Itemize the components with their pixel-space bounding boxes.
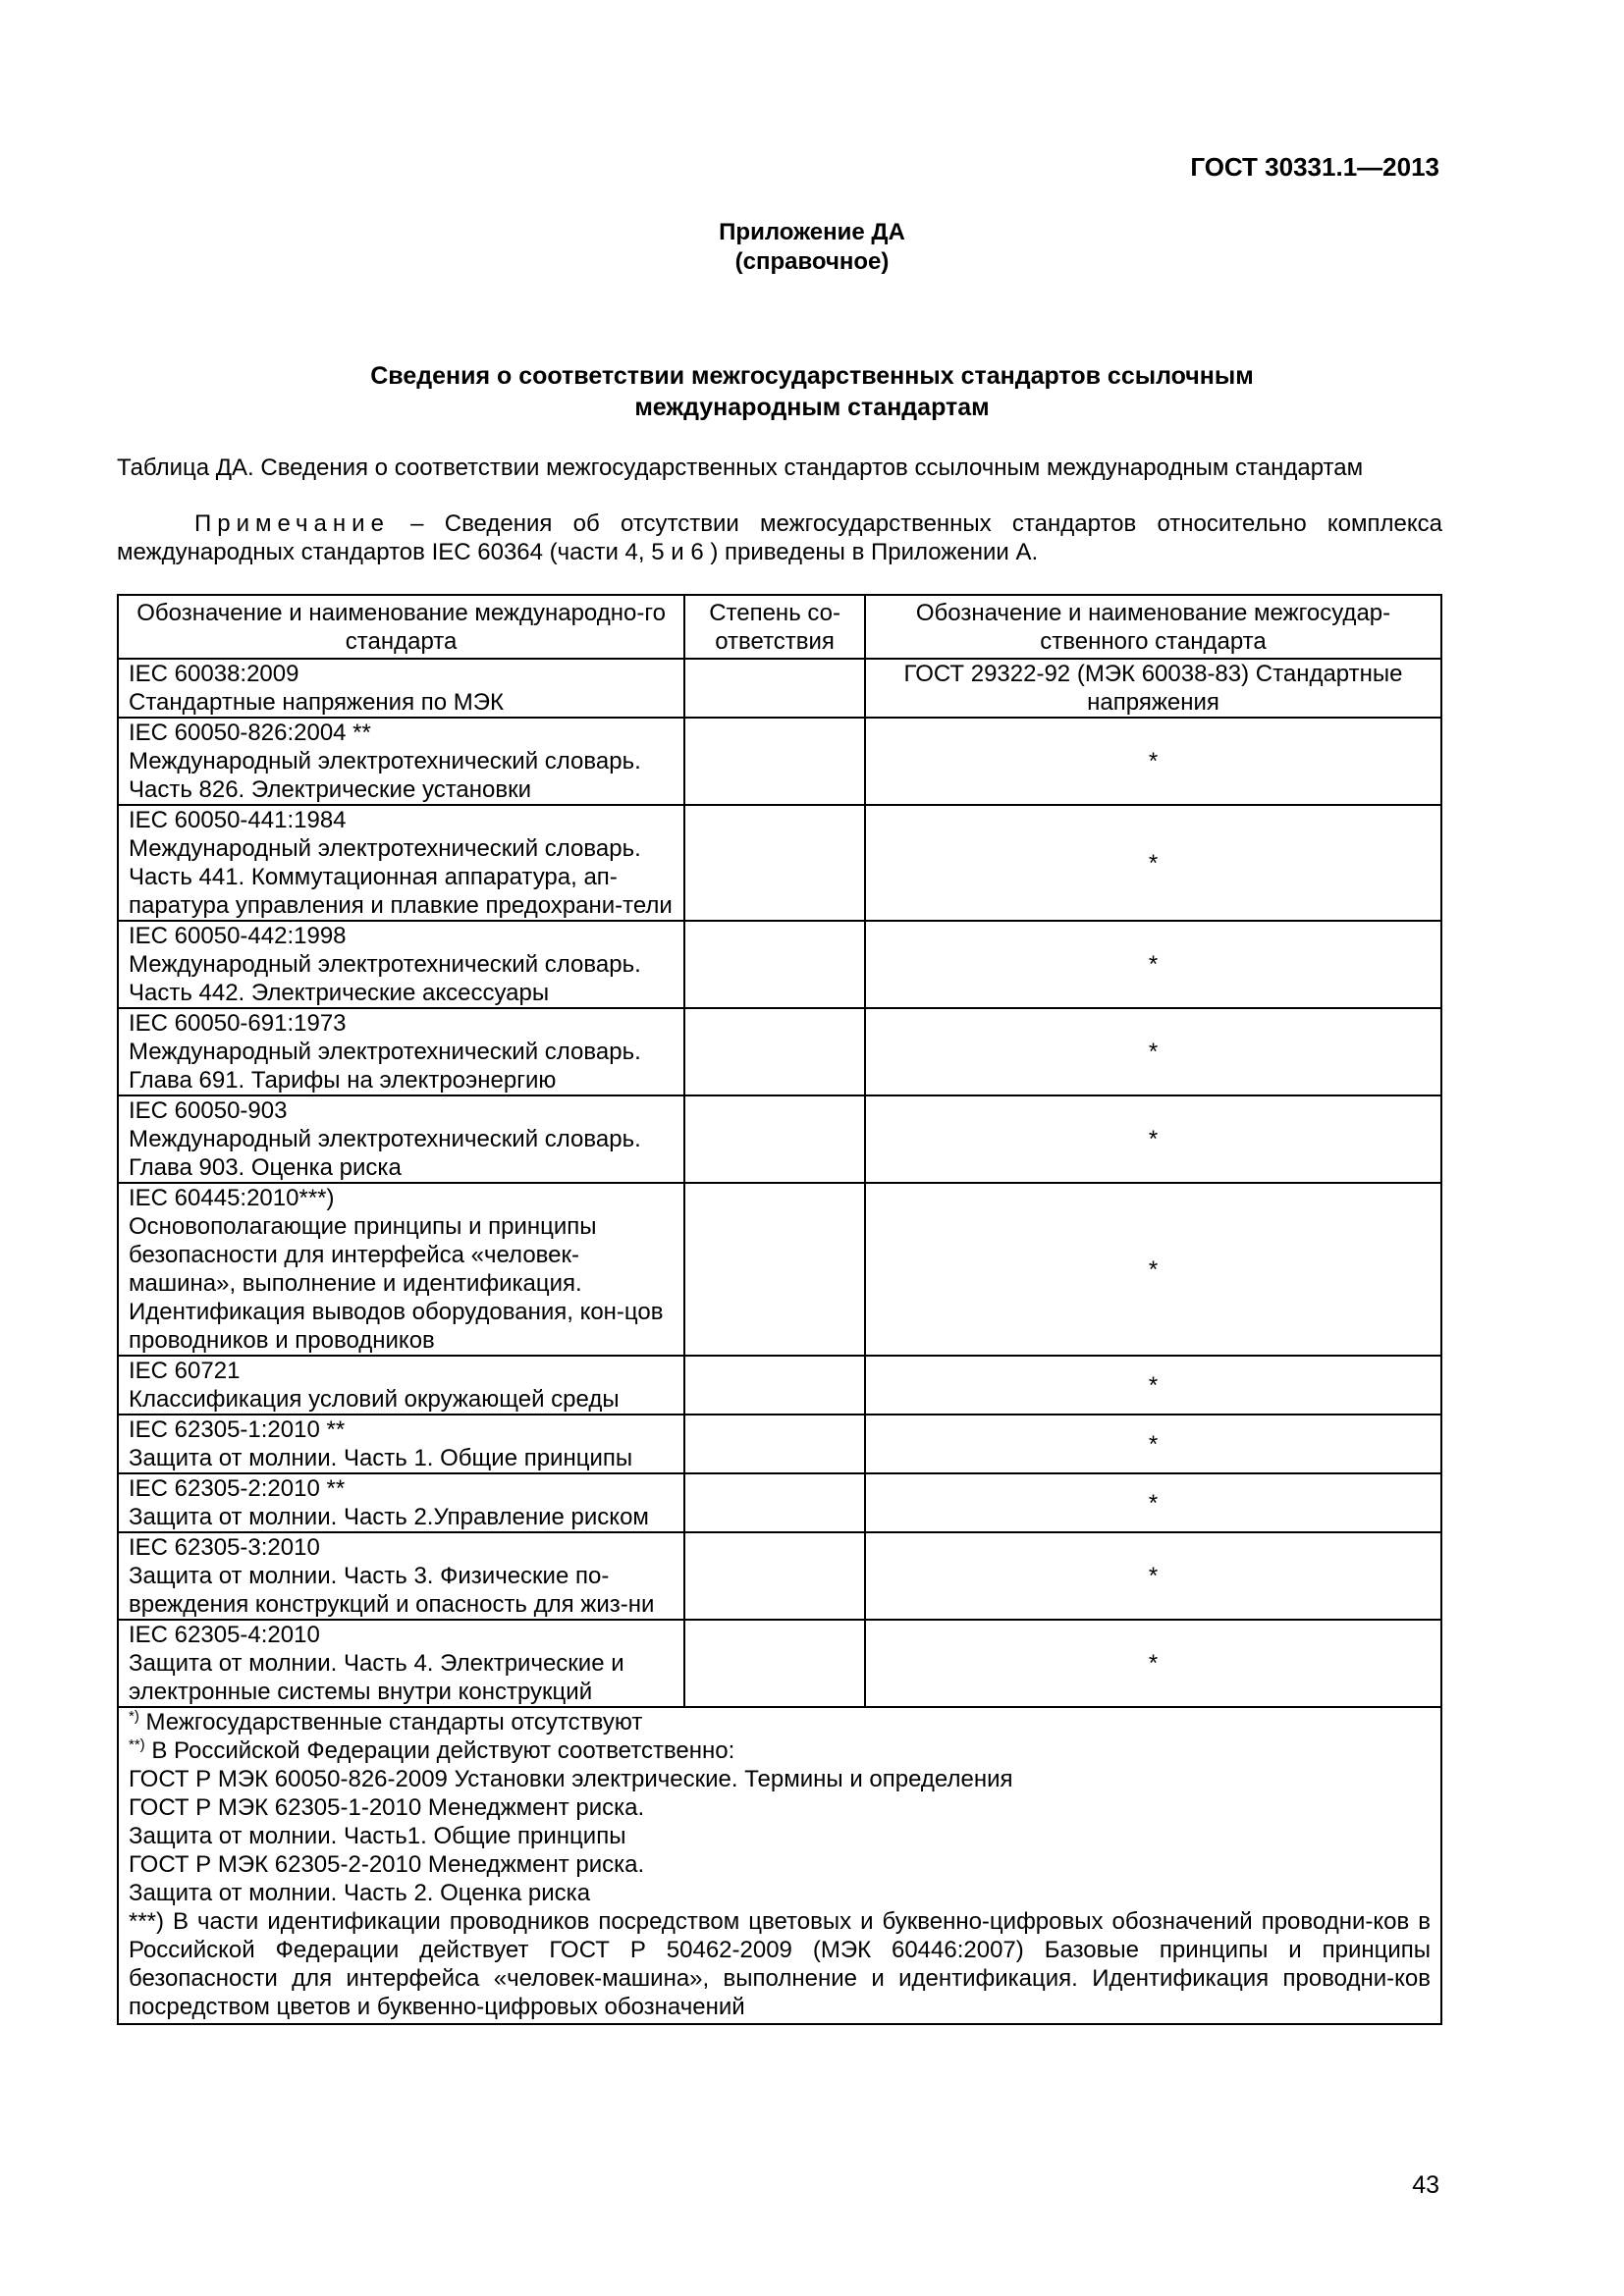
footnote-1 xyxy=(129,1708,1431,1736)
international-standard-cell xyxy=(118,921,684,1008)
international-standard-name: Основополагающие принципы и принципы безопасности для интерфейса «человек-машина», выполнение и идентификация. Идентификация выводов оборудования, кон-цов проводников и проводников xyxy=(129,1213,664,1354)
table-row xyxy=(118,805,1441,921)
international-standard-code: IEC 62305-4:2010 xyxy=(129,1622,320,1648)
international-standard-name: Классификация условий окружающей среды xyxy=(129,1386,620,1413)
table-row xyxy=(118,1532,1441,1620)
interstate-standard-cell: * xyxy=(865,1008,1441,1095)
table-row xyxy=(118,1473,1441,1532)
footnote-2-line: ГОСТ Р МЭК 60050-826-2009 Установки электрические. Термины и определения xyxy=(129,1766,1013,1792)
international-standard-name: Стандартные напряжения по МЭК xyxy=(129,689,504,716)
degree-of-correspondence-cell xyxy=(684,1183,865,1356)
note xyxy=(117,509,1442,566)
interstate-standard-cell: * xyxy=(865,1095,1441,1183)
international-standard-code: IEC 60445:2010***) xyxy=(129,1185,335,1211)
degree-of-correspondence-cell xyxy=(684,1473,865,1532)
international-standard-cell xyxy=(118,1356,684,1415)
footnotes-cell xyxy=(118,1707,1441,2024)
header-interstate-standard: Обозначение и наименование межгосудар-ственного стандарта xyxy=(865,595,1441,659)
table-header-row xyxy=(118,595,1441,659)
appendix-title-line2: международным стандартам xyxy=(634,394,990,421)
international-standard-cell xyxy=(118,659,684,718)
footnote-2-line: ГОСТ Р МЭК 62305-1-2010 Менеджмент риска. xyxy=(129,1794,645,1821)
degree-of-correspondence-cell xyxy=(684,805,865,921)
international-standard-name: Международный электротехнический словарь. Часть 442. Электрические аксессуары xyxy=(129,951,641,1006)
degree-of-correspondence-cell xyxy=(684,1532,865,1620)
international-standard-name: Защита от молнии. Часть 4. Электрические и электронные системы внутри конструкций xyxy=(129,1650,624,1705)
international-standard-code: IEC 62305-2:2010 ** xyxy=(129,1475,346,1502)
degree-of-correspondence-cell xyxy=(684,1415,865,1473)
table-body xyxy=(118,659,1441,1707)
degree-of-correspondence-cell xyxy=(684,659,865,718)
interstate-standard-cell: * xyxy=(865,805,1441,921)
interstate-standard-cell: ГОСТ 29322-92 (МЭК 60038-83) Стандартные напряжения xyxy=(865,659,1441,718)
international-standard-name: Международный электротехнический словарь. Часть 826. Электрические установки xyxy=(129,748,641,803)
footnote-3: ***) В части идентификации проводников посредством цветовых и буквенно-цифровых обозначений проводни-ков в Российской Федерации действует ГОСТ Р 50462-2009 (МЭК 60446:2007) Базовые принципы и принципы безопасности для интерфейса «человек-машина», выполнение и идентификация. Идентификация проводни-ков посредством цветов и буквенно-цифровых обозначений xyxy=(129,1908,1431,2020)
international-standard-code: IEC 62305-3:2010 xyxy=(129,1534,320,1561)
appendix-heading xyxy=(0,218,1624,277)
international-standard-code: IEC 60721 xyxy=(129,1358,241,1384)
international-standard-name: Международный электротехнический словарь. Глава 903. Оценка риска xyxy=(129,1126,641,1181)
footnotes-row xyxy=(118,1707,1441,2024)
international-standard-cell xyxy=(118,1532,684,1620)
international-standard-code: IEC 60050-903 xyxy=(129,1097,288,1124)
international-standard-cell xyxy=(118,1415,684,1473)
table-row xyxy=(118,1095,1441,1183)
degree-of-correspondence-cell xyxy=(684,1095,865,1183)
header-degree-of-correspondence: Степень со-ответствия xyxy=(684,595,865,659)
interstate-standard-cell: * xyxy=(865,1415,1441,1473)
interstate-standard-cell: * xyxy=(865,718,1441,805)
table-row xyxy=(118,1008,1441,1095)
table-row xyxy=(118,1620,1441,1707)
footnote-1-mark: *) xyxy=(129,1708,139,1725)
page-number: 43 xyxy=(1412,2171,1439,2199)
international-standard-cell xyxy=(118,718,684,805)
degree-of-correspondence-cell xyxy=(684,1356,865,1415)
international-standard-cell xyxy=(118,1183,684,1356)
international-standard-code: IEC 62305-1:2010 ** xyxy=(129,1416,346,1443)
table-caption: Таблица ДА. Сведения о соответствии межгосударственных стандартов ссылочным международным стандартам xyxy=(117,454,1364,481)
interstate-standard-cell: * xyxy=(865,1620,1441,1707)
international-standard-code: IEC 60050-441:1984 xyxy=(129,807,347,833)
note-text: – Сведения об отсутствии межгосударственных стандартов относительно комплекса международных стандартов IEC 60364 (части 4, 5 и 6 ) приведены в Приложении А. xyxy=(117,510,1442,565)
footnote-2-mark: **) xyxy=(129,1736,145,1753)
international-standard-code: IEC 60050-691:1973 xyxy=(129,1010,347,1037)
footnote-2-line: ГОСТ Р МЭК 62305-2-2010 Менеджмент риска. xyxy=(129,1851,645,1878)
degree-of-correspondence-cell xyxy=(684,1008,865,1095)
table-row xyxy=(118,659,1441,718)
standards-table xyxy=(117,594,1442,2025)
interstate-standard-cell: * xyxy=(865,921,1441,1008)
table-row xyxy=(118,1415,1441,1473)
international-standard-name: Защита от молнии. Часть 3. Физические по-вреждения конструкций и опасность для жиз-ни xyxy=(129,1563,655,1618)
table-row xyxy=(118,1183,1441,1356)
international-standard-name: Защита от молнии. Часть 1. Общие принципы xyxy=(129,1445,633,1471)
interstate-standard-cell: * xyxy=(865,1532,1441,1620)
appendix-title-line1: Сведения о соответствии межгосударственных стандартов ссылочным xyxy=(370,362,1254,390)
footnote-2-line: Защита от молнии. Часть1. Общие принципы xyxy=(129,1823,626,1849)
international-standard-cell xyxy=(118,1620,684,1707)
table-row xyxy=(118,1356,1441,1415)
international-standard-cell xyxy=(118,1095,684,1183)
degree-of-correspondence-cell xyxy=(684,921,865,1008)
footnote-1-text: Межгосударственные стандарты отсутствуют xyxy=(138,1709,643,1735)
table-row xyxy=(118,718,1441,805)
international-standard-code: IEC 60050-442:1998 xyxy=(129,923,347,949)
international-standard-code: IEC 60050-826:2004 ** xyxy=(129,720,371,746)
international-standard-name: Международный электротехнический словарь. Глава 691. Тарифы на электроэнергию xyxy=(129,1039,641,1094)
appendix-label: Приложение ДА xyxy=(719,219,905,245)
degree-of-correspondence-cell xyxy=(684,1620,865,1707)
international-standard-cell xyxy=(118,805,684,921)
footnote-2 xyxy=(129,1736,1431,1765)
note-label: Примечание xyxy=(194,510,390,537)
international-standard-cell xyxy=(118,1473,684,1532)
document-code: ГОСТ 30331.1—2013 xyxy=(1190,152,1439,182)
appendix-title xyxy=(0,360,1624,423)
interstate-standard-cell: * xyxy=(865,1356,1441,1415)
international-standard-name: Защита от молнии. Часть 2.Управление риском xyxy=(129,1504,649,1530)
footnote-2-text: В Российской Федерации действуют соответственно: xyxy=(144,1737,735,1764)
table-row xyxy=(118,921,1441,1008)
international-standard-code: IEC 60038:2009 xyxy=(129,661,299,687)
interstate-standard-cell: * xyxy=(865,1183,1441,1356)
international-standard-name: Международный электротехнический словарь. Часть 441. Коммутационная аппаратура, ап-паратура управления и плавкие предохрани-тели xyxy=(129,835,673,919)
degree-of-correspondence-cell xyxy=(684,718,865,805)
interstate-standard-cell: * xyxy=(865,1473,1441,1532)
appendix-type: (справочное) xyxy=(734,248,890,275)
header-international-standard: Обозначение и наименование международно-го стандарта xyxy=(118,595,684,659)
footnote-2-line: Защита от молнии. Часть 2. Оценка риска xyxy=(129,1880,591,1906)
international-standard-cell xyxy=(118,1008,684,1095)
